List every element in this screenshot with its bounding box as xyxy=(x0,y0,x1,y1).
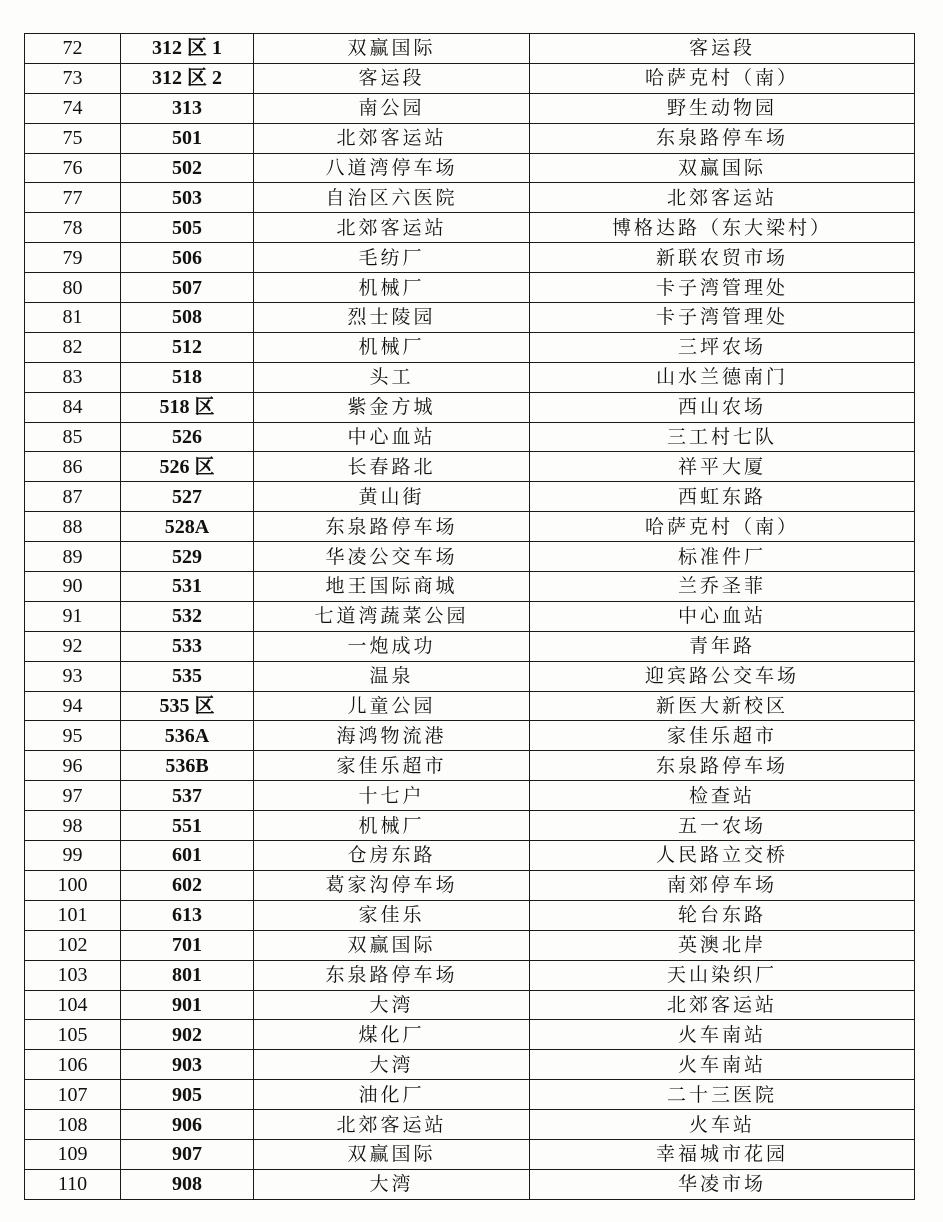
table-row xyxy=(25,1020,915,1050)
route-start: 机械厂 xyxy=(254,332,530,362)
route-line: 537 xyxy=(121,781,254,811)
route-line: 526 区 xyxy=(121,452,254,482)
route-start: 大湾 xyxy=(254,1169,530,1199)
table-row xyxy=(25,572,915,602)
route-start: 家佳乐超市 xyxy=(254,751,530,781)
row-number: 87 xyxy=(25,482,121,512)
table-row xyxy=(25,303,915,333)
route-line: 512 xyxy=(121,332,254,362)
route-start: 双赢国际 xyxy=(254,34,530,64)
route-line: 312 区 1 xyxy=(121,34,254,64)
route-line: 901 xyxy=(121,990,254,1020)
row-number: 80 xyxy=(25,273,121,303)
table-row xyxy=(25,841,915,871)
route-start: 一炮成功 xyxy=(254,631,530,661)
route-end: 哈萨克村（南） xyxy=(530,63,915,93)
row-number: 78 xyxy=(25,213,121,243)
table-row xyxy=(25,392,915,422)
route-end: 英澳北岸 xyxy=(530,930,915,960)
bus-route-table xyxy=(24,33,915,1200)
row-number: 88 xyxy=(25,512,121,542)
row-number: 107 xyxy=(25,1080,121,1110)
route-end: 西虹东路 xyxy=(530,482,915,512)
route-end: 家佳乐超市 xyxy=(530,721,915,751)
route-end: 检查站 xyxy=(530,781,915,811)
route-end: 火车站 xyxy=(530,1110,915,1140)
route-start: 东泉路停车场 xyxy=(254,512,530,542)
route-start: 地王国际商城 xyxy=(254,572,530,602)
route-end: 青年路 xyxy=(530,631,915,661)
row-number: 84 xyxy=(25,392,121,422)
route-end: 三坪农场 xyxy=(530,332,915,362)
route-end: 哈萨克村（南） xyxy=(530,512,915,542)
table-row xyxy=(25,900,915,930)
table-row xyxy=(25,183,915,213)
table-row xyxy=(25,870,915,900)
route-start: 海鸿物流港 xyxy=(254,721,530,751)
route-line: 529 xyxy=(121,542,254,572)
row-number: 97 xyxy=(25,781,121,811)
row-number: 92 xyxy=(25,631,121,661)
route-start: 毛纺厂 xyxy=(254,243,530,273)
row-number: 109 xyxy=(25,1139,121,1169)
table-row xyxy=(25,811,915,841)
row-number: 102 xyxy=(25,930,121,960)
table-row xyxy=(25,123,915,153)
route-end: 天山染织厂 xyxy=(530,960,915,990)
table-row xyxy=(25,273,915,303)
row-number: 98 xyxy=(25,811,121,841)
route-end: 新联农贸市场 xyxy=(530,243,915,273)
route-end: 南郊停车场 xyxy=(530,870,915,900)
route-start: 双赢国际 xyxy=(254,930,530,960)
route-end: 三工村七队 xyxy=(530,422,915,452)
route-end: 火车南站 xyxy=(530,1050,915,1080)
route-line: 602 xyxy=(121,870,254,900)
route-line: 518 区 xyxy=(121,392,254,422)
route-line: 601 xyxy=(121,841,254,871)
route-end: 中心血站 xyxy=(530,601,915,631)
route-start: 南公园 xyxy=(254,93,530,123)
table-row xyxy=(25,93,915,123)
route-start: 双赢国际 xyxy=(254,1139,530,1169)
row-number: 81 xyxy=(25,303,121,333)
row-number: 108 xyxy=(25,1110,121,1140)
route-start: 机械厂 xyxy=(254,273,530,303)
route-line: 507 xyxy=(121,273,254,303)
row-number: 106 xyxy=(25,1050,121,1080)
table-row xyxy=(25,482,915,512)
table-row xyxy=(25,691,915,721)
route-line: 313 xyxy=(121,93,254,123)
route-end: 兰乔圣菲 xyxy=(530,572,915,602)
route-end: 迎宾路公交车场 xyxy=(530,661,915,691)
table-row xyxy=(25,542,915,572)
route-line: 907 xyxy=(121,1139,254,1169)
route-line: 531 xyxy=(121,572,254,602)
route-start: 儿童公园 xyxy=(254,691,530,721)
route-end: 轮台东路 xyxy=(530,900,915,930)
route-line: 505 xyxy=(121,213,254,243)
route-end: 标准件厂 xyxy=(530,542,915,572)
route-start: 家佳乐 xyxy=(254,900,530,930)
route-line: 535 区 xyxy=(121,691,254,721)
route-line: 906 xyxy=(121,1110,254,1140)
row-number: 74 xyxy=(25,93,121,123)
route-start: 中心血站 xyxy=(254,422,530,452)
row-number: 95 xyxy=(25,721,121,751)
table-row xyxy=(25,243,915,273)
route-start: 大湾 xyxy=(254,1050,530,1080)
route-start: 华凌公交车场 xyxy=(254,542,530,572)
route-start: 北郊客运站 xyxy=(254,1110,530,1140)
table-row xyxy=(25,751,915,781)
route-line: 613 xyxy=(121,900,254,930)
route-end: 野生动物园 xyxy=(530,93,915,123)
route-end: 二十三医院 xyxy=(530,1080,915,1110)
route-line: 536B xyxy=(121,751,254,781)
route-start: 葛家沟停车场 xyxy=(254,870,530,900)
route-line: 502 xyxy=(121,153,254,183)
table-row xyxy=(25,213,915,243)
table-row xyxy=(25,721,915,751)
row-number: 96 xyxy=(25,751,121,781)
route-start: 仓房东路 xyxy=(254,841,530,871)
route-line: 905 xyxy=(121,1080,254,1110)
route-start: 十七户 xyxy=(254,781,530,811)
route-end: 新医大新校区 xyxy=(530,691,915,721)
table-row xyxy=(25,960,915,990)
route-start: 北郊客运站 xyxy=(254,213,530,243)
route-start: 八道湾停车场 xyxy=(254,153,530,183)
route-line: 902 xyxy=(121,1020,254,1050)
table-row xyxy=(25,1110,915,1140)
route-start: 大湾 xyxy=(254,990,530,1020)
row-number: 105 xyxy=(25,1020,121,1050)
route-start: 温泉 xyxy=(254,661,530,691)
route-line: 701 xyxy=(121,930,254,960)
route-end: 西山农场 xyxy=(530,392,915,422)
route-end: 华凌市场 xyxy=(530,1169,915,1199)
route-end: 幸福城市花园 xyxy=(530,1139,915,1169)
route-start: 七道湾蔬菜公园 xyxy=(254,601,530,631)
table-row xyxy=(25,63,915,93)
route-line: 801 xyxy=(121,960,254,990)
row-number: 104 xyxy=(25,990,121,1020)
table-row xyxy=(25,661,915,691)
route-end: 双赢国际 xyxy=(530,153,915,183)
row-number: 101 xyxy=(25,900,121,930)
row-number: 93 xyxy=(25,661,121,691)
route-line: 527 xyxy=(121,482,254,512)
route-line: 903 xyxy=(121,1050,254,1080)
route-end: 卡子湾管理处 xyxy=(530,303,915,333)
row-number: 82 xyxy=(25,332,121,362)
table-row xyxy=(25,153,915,183)
table-row xyxy=(25,34,915,64)
row-number: 100 xyxy=(25,870,121,900)
route-line: 533 xyxy=(121,631,254,661)
row-number: 110 xyxy=(25,1169,121,1199)
route-line: 518 xyxy=(121,362,254,392)
row-number: 85 xyxy=(25,422,121,452)
route-end: 北郊客运站 xyxy=(530,183,915,213)
table-row xyxy=(25,422,915,452)
route-end: 山水兰德南门 xyxy=(530,362,915,392)
route-start: 东泉路停车场 xyxy=(254,960,530,990)
row-number: 76 xyxy=(25,153,121,183)
row-number: 86 xyxy=(25,452,121,482)
route-end: 祥平大厦 xyxy=(530,452,915,482)
row-number: 79 xyxy=(25,243,121,273)
route-start: 长春路北 xyxy=(254,452,530,482)
route-end: 火车南站 xyxy=(530,1020,915,1050)
table-row xyxy=(25,512,915,542)
table-row xyxy=(25,990,915,1020)
row-number: 83 xyxy=(25,362,121,392)
row-number: 94 xyxy=(25,691,121,721)
route-start: 煤化厂 xyxy=(254,1020,530,1050)
row-number: 90 xyxy=(25,572,121,602)
route-line: 551 xyxy=(121,811,254,841)
route-line: 908 xyxy=(121,1169,254,1199)
table-row xyxy=(25,930,915,960)
route-start: 头工 xyxy=(254,362,530,392)
route-start: 机械厂 xyxy=(254,811,530,841)
route-end: 东泉路停车场 xyxy=(530,751,915,781)
route-table-body xyxy=(25,34,915,1200)
route-line: 312 区 2 xyxy=(121,63,254,93)
route-start: 北郊客运站 xyxy=(254,123,530,153)
route-end: 卡子湾管理处 xyxy=(530,273,915,303)
row-number: 99 xyxy=(25,841,121,871)
table-row xyxy=(25,631,915,661)
table-row xyxy=(25,362,915,392)
route-line: 501 xyxy=(121,123,254,153)
row-number: 77 xyxy=(25,183,121,213)
route-start: 紫金方城 xyxy=(254,392,530,422)
route-line: 503 xyxy=(121,183,254,213)
route-start: 客运段 xyxy=(254,63,530,93)
route-end: 东泉路停车场 xyxy=(530,123,915,153)
route-line: 532 xyxy=(121,601,254,631)
route-start: 黄山街 xyxy=(254,482,530,512)
route-line: 508 xyxy=(121,303,254,333)
route-end: 北郊客运站 xyxy=(530,990,915,1020)
table-row xyxy=(25,1080,915,1110)
route-line: 535 xyxy=(121,661,254,691)
row-number: 89 xyxy=(25,542,121,572)
route-end: 五一农场 xyxy=(530,811,915,841)
table-row xyxy=(25,452,915,482)
table-row xyxy=(25,601,915,631)
route-line: 536A xyxy=(121,721,254,751)
route-start: 烈士陵园 xyxy=(254,303,530,333)
row-number: 75 xyxy=(25,123,121,153)
table-row xyxy=(25,1139,915,1169)
route-line: 506 xyxy=(121,243,254,273)
table-row xyxy=(25,332,915,362)
route-end: 人民路立交桥 xyxy=(530,841,915,871)
route-end: 博格达路（东大梁村） xyxy=(530,213,915,243)
table-row xyxy=(25,1050,915,1080)
row-number: 91 xyxy=(25,601,121,631)
route-line: 528A xyxy=(121,512,254,542)
route-start: 自治区六医院 xyxy=(254,183,530,213)
route-line: 526 xyxy=(121,422,254,452)
table-row xyxy=(25,781,915,811)
row-number: 103 xyxy=(25,960,121,990)
table-row xyxy=(25,1169,915,1199)
row-number: 72 xyxy=(25,34,121,64)
route-end: 客运段 xyxy=(530,34,915,64)
row-number: 73 xyxy=(25,63,121,93)
route-start: 油化厂 xyxy=(254,1080,530,1110)
